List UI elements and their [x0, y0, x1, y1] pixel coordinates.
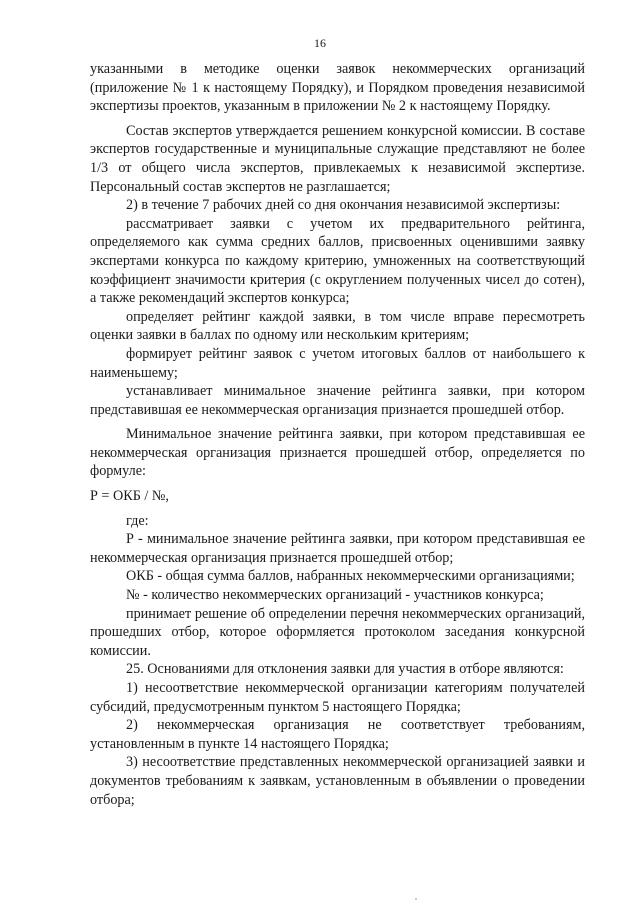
formula: Р = ОКБ / №, — [90, 488, 169, 505]
paragraph: 1) несоответствие некоммерческой организации категориям получателей субсидий, предусмотренным пунктом 5 настоящего Порядка; — [90, 680, 585, 715]
paragraph: 2) некоммерческая организация не соответствует требованиям, установленным в пункте 14 настоящего Порядка; — [90, 717, 585, 752]
document-body — [90, 60, 585, 809]
paragraph: устанавливает минимальное значение рейтинга заявки, при котором представившая ее некоммерческая организация признается прошедшей отбор. — [90, 383, 585, 418]
paragraph: формирует рейтинг заявок с учетом итоговых баллов от наибольшего к наименьшему; — [90, 345, 585, 381]
paragraph: 25. Основаниями для отклонения заявки для участия в отборе являются: — [126, 661, 564, 678]
paragraph: Р - минимальное значение рейтинга заявки, при котором представившая ее некоммерческая организация признается прошедшей отбор; — [90, 531, 585, 566]
scan-artifact — [415, 898, 417, 900]
paragraph: указанными в методике оценки заявок некоммерческих организаций (приложение № 1 к настоящему Порядку), и Порядком проведения независимой экспертизы проектов, указанным в приложении № 2 к настоящему Порядку. — [90, 61, 585, 115]
paragraph: 2) в течение 7 рабочих дней со дня окончания независимой экспертизы: — [126, 197, 561, 214]
paragraph: Минимальное значение рейтинга заявки, при котором представившая ее некоммерческая организация признается прошедшей отбор, определяется по формуле: — [90, 426, 585, 480]
page-number: 16 — [314, 36, 326, 50]
paragraph: рассматривает заявки с учетом их предварительного рейтинга, определяемого как сумма средних баллов, присвоенных оценившими заявку экспертами конкурса по каждому критерию, умноженных на соответствующий коэффициент значимости критерия (с округлением полученных чисел до сотен), а также рекомендаций экспертов конкурса; — [90, 215, 585, 307]
paragraph: 3) несоответствие представленных некоммерческой организацией заявки и документов требованиям к заявкам, установленным в объявлении о проведении отбора; — [90, 754, 585, 808]
paragraph: определяет рейтинг каждой заявки, в том числе вправе пересмотреть оценки заявки в баллах по одному или нескольким критериям; — [90, 308, 585, 344]
paragraph: № - количество некоммерческих организаций - участников конкурса; — [126, 587, 544, 604]
paragraph: ОКБ - общая сумма баллов, набранных некоммерческими организациями; — [126, 568, 575, 585]
paragraph: где: — [126, 512, 149, 529]
paragraph: принимает решение об определении перечня некоммерческих организаций, прошедших отбор, которое оформляется протоколом заседания конкурсной комиссии. — [90, 605, 585, 659]
paragraph: Состав экспертов утверждается решением конкурсной комиссии. В составе экспертов государственные и муниципальные служащие представляют не более 1/3 от общего числа экспертов, привлекаемых к независимой экспертизе. Персональный состав экспертов не разглашается; — [90, 122, 585, 195]
